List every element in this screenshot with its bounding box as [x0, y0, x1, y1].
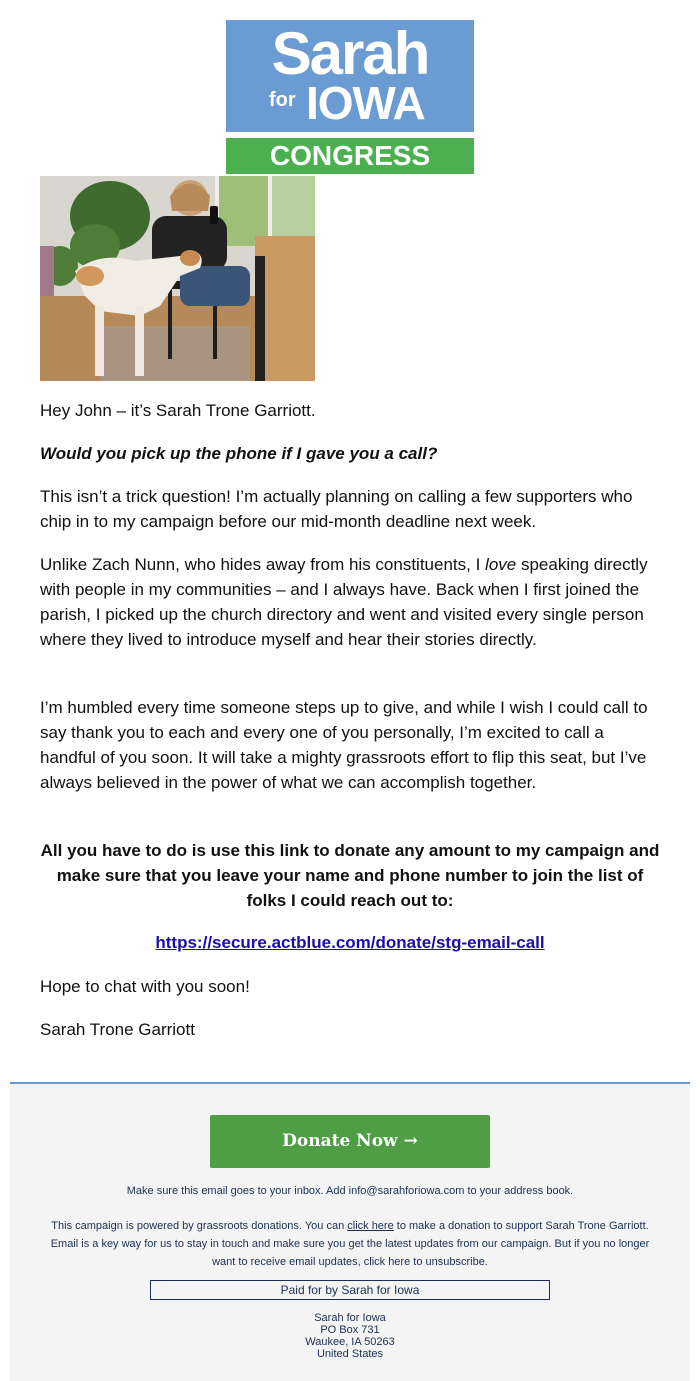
address-line: Waukee, IA 50263: [305, 1336, 395, 1348]
address-line: Sarah for Iowa: [314, 1312, 386, 1324]
logo-congress: CONGRESS: [269, 140, 431, 171]
stay-in-touch-note: Email is a key way for us to stay in touch and make sure you get the latest updates from our campaign. But if you no longer: [50, 1238, 650, 1250]
question-text: Would you pick up the phone if I gave you a call?: [40, 444, 438, 463]
address-line: PO Box 731: [320, 1324, 380, 1336]
paid-for-box: Paid for by Sarah for Iowa: [150, 1280, 550, 1300]
paragraph-constituents: Unlike Zach Nunn, who hides away from his constituents, I love speaking directly with people in my communities – and I always have. Back when I first joined the parish, I picked up the church directory and went and visited every single person where they lived to introduce myself and hear their stories directly.: [40, 555, 648, 649]
closing-text: Hope to chat with you soon!: [40, 977, 250, 996]
logo-name: Sarah: [271, 20, 429, 87]
donate-link[interactable]: https://secure.actblue.com/donate/stg-email-call: [155, 933, 545, 952]
donate-link-line: [40, 930, 660, 955]
click-here-link[interactable]: click here: [347, 1220, 394, 1232]
email-footer: [10, 1082, 690, 1381]
logo-green-block: [226, 138, 474, 174]
logo-blue-block: [226, 20, 474, 132]
powered-note: This campaign is powered by grassroots donations. You can click here to make a donation to support Sarah Trone Garriott.: [51, 1220, 649, 1232]
campaign-logo: [226, 20, 474, 174]
cta-text: All you have to do is use this link to donate any amount to my campaign and make sure that you leave your name and phone number to join the list of folks I could reach out to:: [40, 841, 660, 910]
logo-for: for: [269, 89, 296, 111]
candidate-photo: [40, 176, 315, 381]
emphasis-love: love: [485, 555, 517, 574]
greeting-text: Hey John – it’s Sarah Trone Garriott.: [40, 401, 316, 420]
paragraph-calls: This isn’t a trick question! I’m actually planning on calling a few supporters who chip in to my campaign before our mid-month deadline next week.: [40, 487, 633, 531]
logo-state: IOWA: [306, 77, 425, 129]
unsubscribe-link[interactable]: want to receive email updates, click here to unsubscribe.: [212, 1256, 488, 1268]
address-line: United States: [316, 1348, 384, 1360]
signature-text: Sarah Trone Garriott: [40, 1020, 195, 1039]
inbox-note: Make sure this email goes to your inbox. Add info@sarahforiowa.com to your address book.: [126, 1185, 574, 1197]
donate-now-button[interactable]: Donate Now →: [210, 1115, 490, 1168]
paragraph-grassroots: I’m humbled every time someone steps up to give, and while I wish I could call to say thank you to each and every one of you personally, I’m excited to call a handful of you soon. It will take a mighty grassroots effort to flip this seat, but I’ve always believed in the power of what we can accomplish together.: [40, 698, 648, 792]
